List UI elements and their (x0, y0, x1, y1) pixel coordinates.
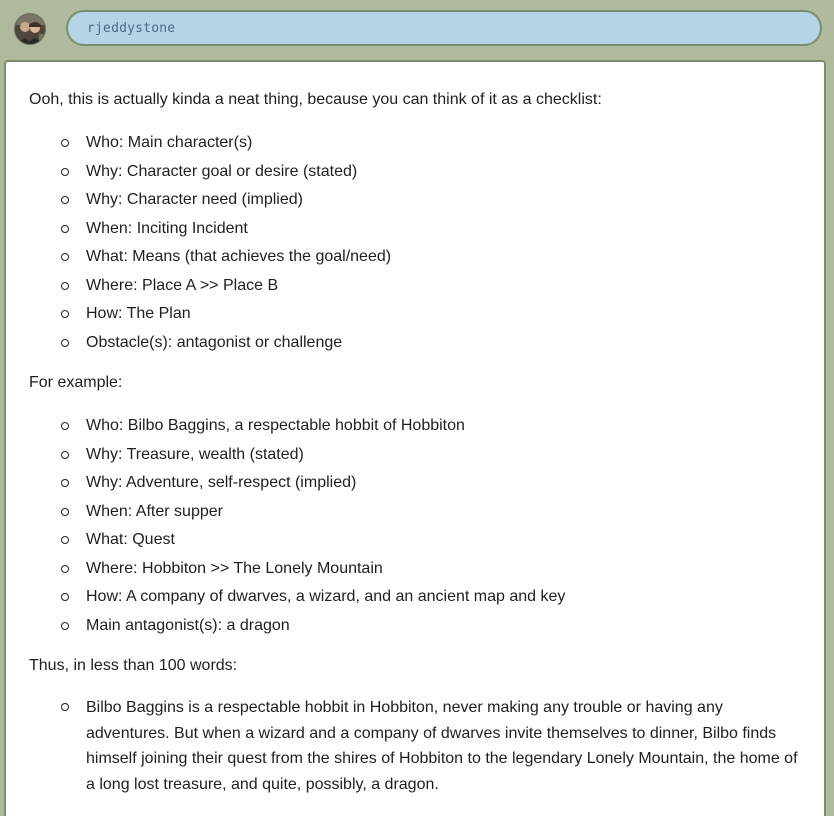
bullet-icon (61, 282, 69, 290)
summary-heading: Thus, in less than 100 words: (29, 657, 238, 674)
list-item (29, 158, 800, 187)
list-item-text: Where: Hobbiton >> The Lonely Mountain (86, 559, 383, 577)
list-item (29, 329, 800, 358)
list-item (29, 215, 800, 244)
list-item-text: What: Quest (86, 531, 175, 548)
example-heading: For example: (29, 374, 123, 391)
bullet-icon (61, 339, 69, 347)
username[interactable]: rjeddystone (87, 20, 176, 36)
bullet-icon (61, 310, 69, 318)
bullet-icon (61, 253, 69, 261)
list-item-text: What: Means (that achieves the goal/need) (86, 248, 392, 265)
list-item (29, 272, 800, 301)
list-item (29, 498, 800, 527)
bullet-icon (61, 422, 69, 430)
list-item-text: When: After supper (86, 502, 223, 520)
list-item-text: Where: Place A >> Place B (86, 276, 279, 294)
list-item-text: Who: Main character(s) (86, 134, 253, 151)
list-item-text: Main antagonist(s): a dragon (86, 616, 290, 634)
bullet-icon (61, 565, 69, 573)
checklist (29, 129, 800, 357)
list-item-text: Bilbo Baggins is a respectable hobbit in Hobbiton, never making any trouble or having any adventures. But when a wizard and a company of dwarves invite themselves to dinner, Bilbo finds himself joining their quest from the shires of Hobbiton to the legendary Lonely Mountain, the home of a long lost treasure, and quite, possibly, a dragon. (86, 699, 798, 793)
bullet-icon (61, 508, 69, 516)
list-item-text: Why: Character need (implied) (86, 191, 303, 208)
list-item (29, 469, 800, 498)
list-item (29, 555, 800, 584)
bullet-icon (61, 593, 69, 601)
list-item (29, 186, 800, 215)
summary-list (29, 695, 800, 797)
username-bar[interactable] (66, 10, 822, 46)
bullet-icon (61, 622, 69, 630)
list-item (29, 583, 800, 612)
post-header (0, 0, 834, 58)
list-item (29, 612, 800, 641)
list-item-text: Why: Adventure, self-respect (implied) (86, 474, 357, 491)
bullet-icon (61, 168, 69, 176)
bullet-icon (61, 451, 69, 459)
avatar-photo-icon (15, 14, 45, 44)
list-item (29, 129, 800, 158)
list-item-text: Why: Treasure, wealth (stated) (86, 445, 304, 463)
user-avatar[interactable] (14, 13, 46, 45)
list-item-text: Obstacle(s): antagonist or challenge (86, 333, 343, 351)
bullet-icon (61, 225, 69, 233)
post-body (4, 60, 826, 816)
bullet-icon (61, 479, 69, 487)
list-item (29, 695, 800, 797)
bullet-icon (61, 703, 69, 711)
list-item-text: When: Inciting Incident (86, 219, 248, 237)
list-item (29, 412, 800, 441)
intro-paragraph: Ooh, this is actually kinda a neat thing, because you can think of it as a checklist: (29, 91, 602, 108)
example-list (29, 412, 800, 640)
list-item (29, 441, 800, 470)
bullet-icon (61, 139, 69, 147)
list-item-text: How: A company of dwarves, a wizard, and an ancient map and key (86, 588, 566, 605)
list-item (29, 526, 800, 555)
list-item (29, 243, 800, 272)
list-item-text: How: The Plan (86, 305, 191, 322)
bullet-icon (61, 536, 69, 544)
list-item-text: Why: Character goal or desire (stated) (86, 162, 358, 180)
list-item-text: Who: Bilbo Baggins, a respectable hobbit of Hobbiton (86, 417, 465, 434)
bullet-icon (61, 196, 69, 204)
list-item (29, 300, 800, 329)
